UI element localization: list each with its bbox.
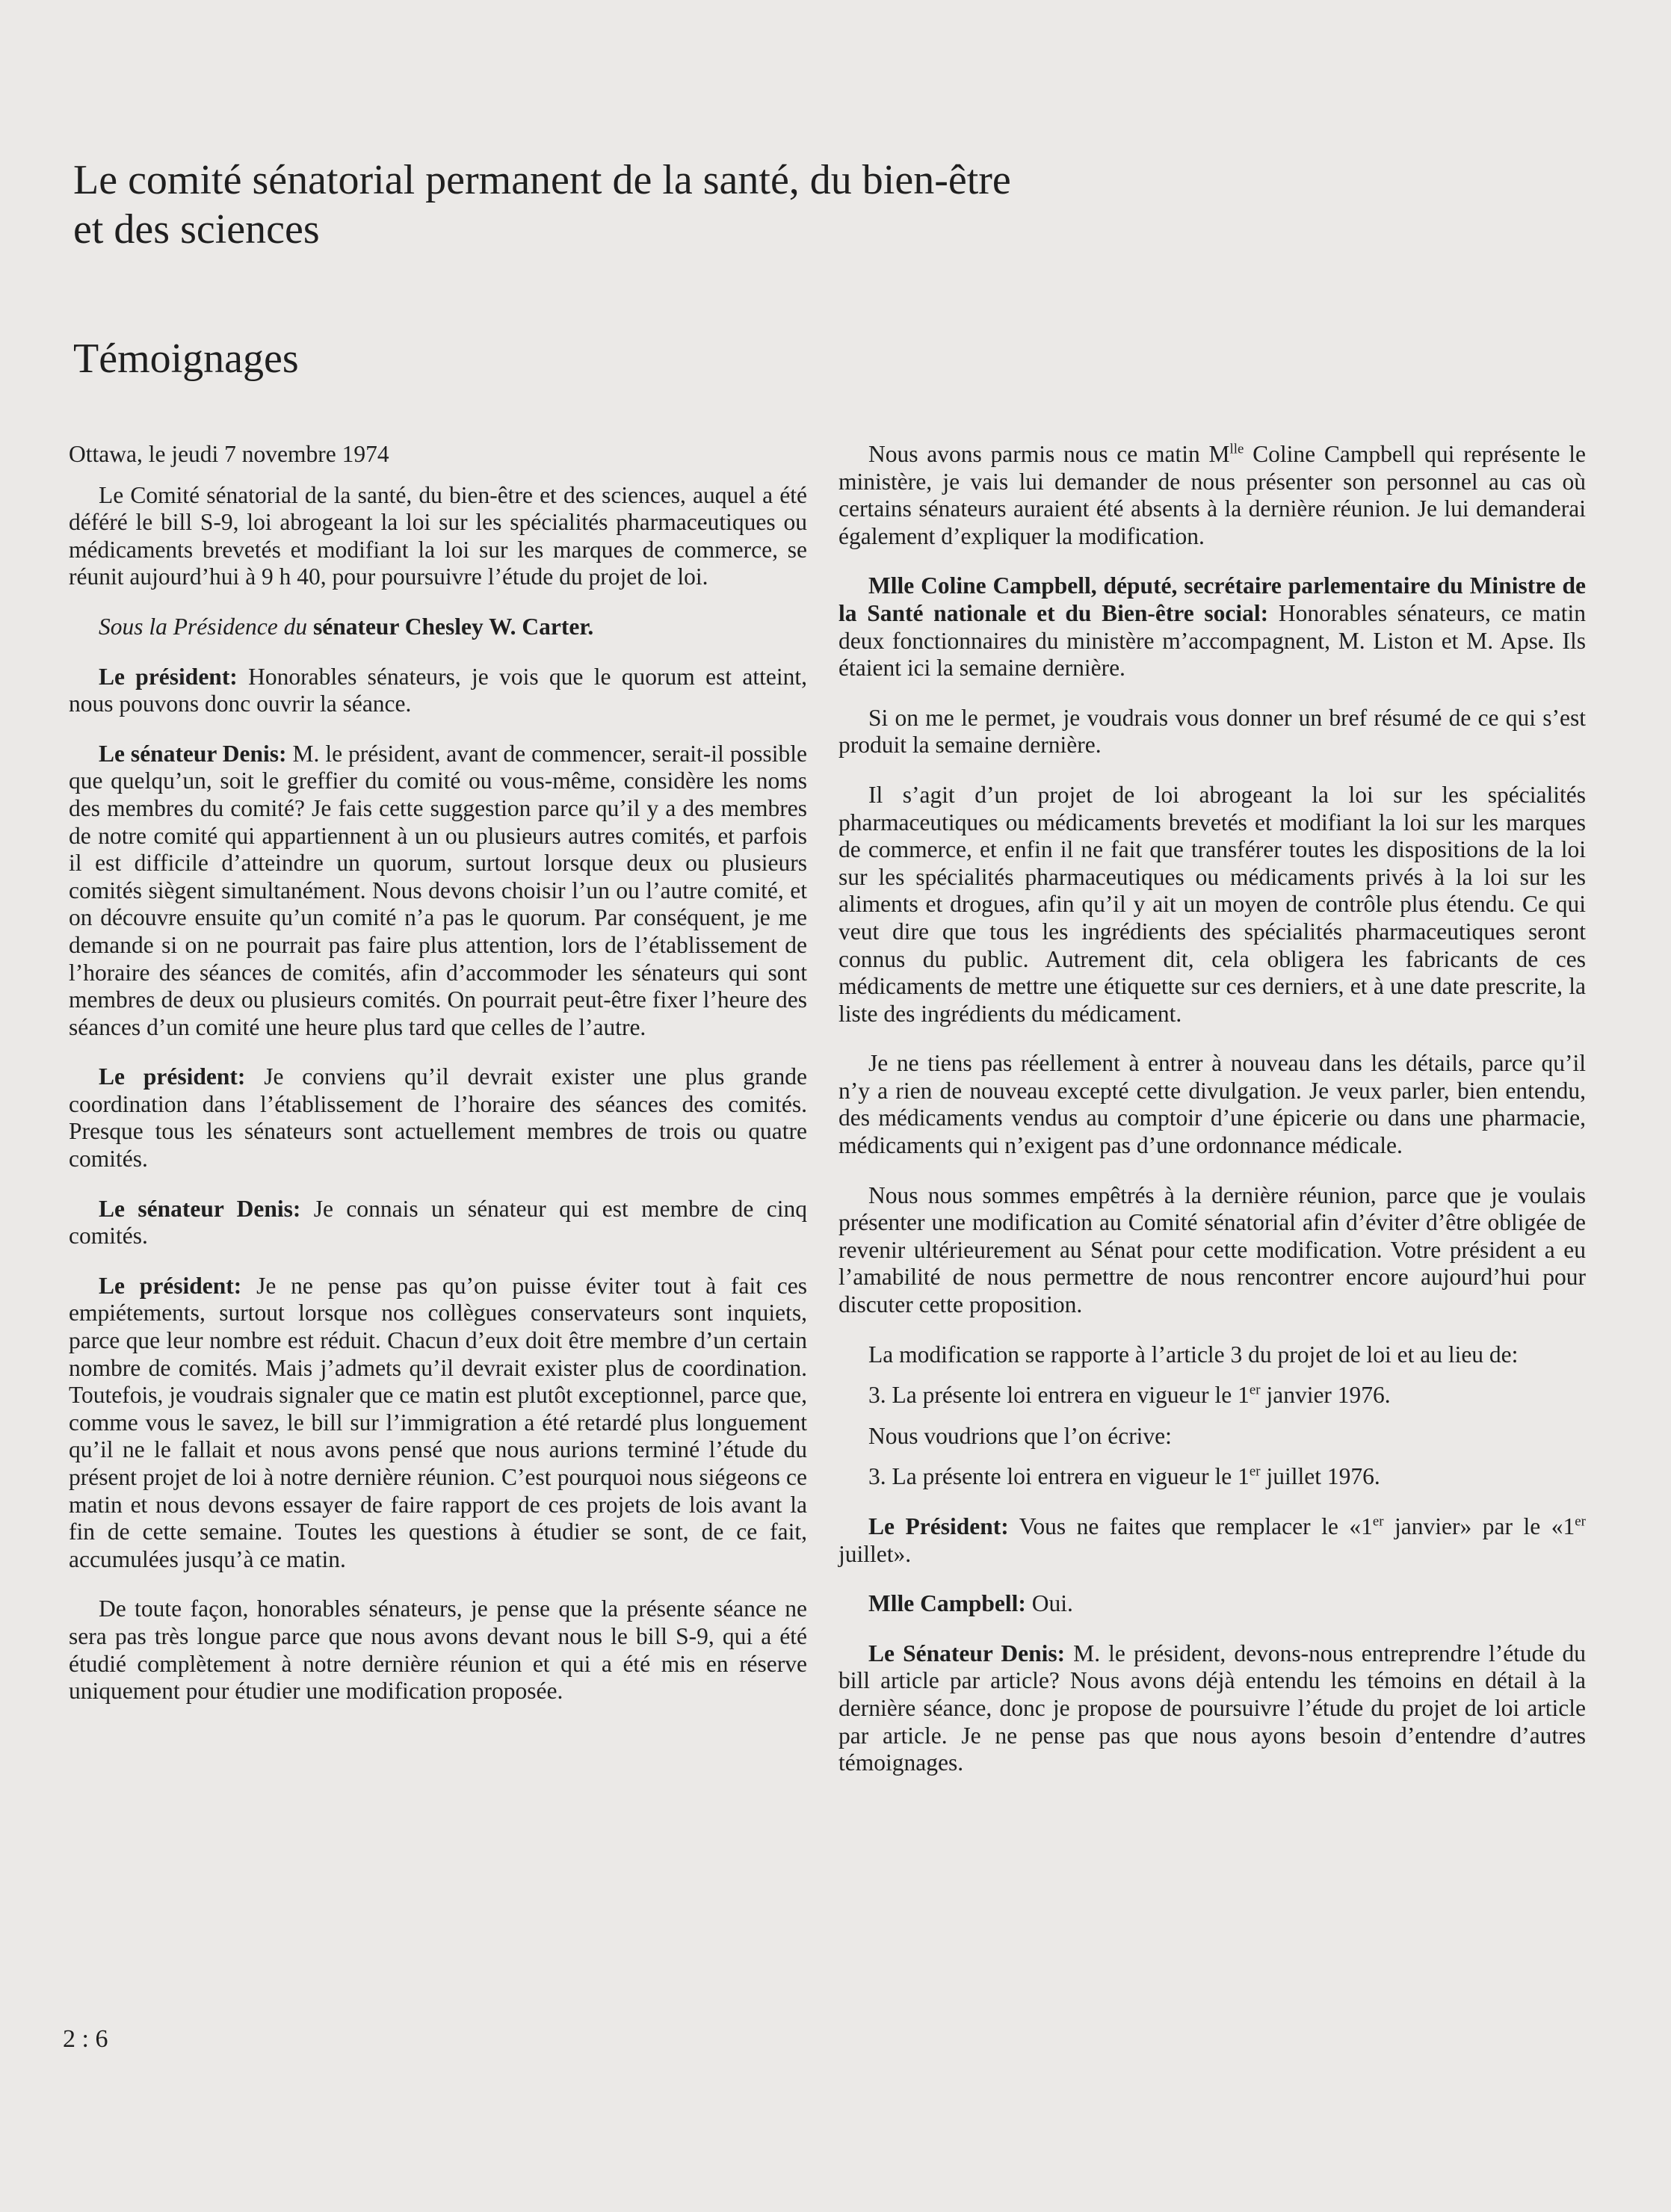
statement-text: Je connais un sénateur qui est membre de cinq comités. [69, 1195, 807, 1249]
statement-text: Oui. [1025, 1590, 1073, 1617]
statement-text: Honorables sénateurs, je vois que le quorum est atteint, nous pouvons donc ouvrir la séance. [69, 663, 808, 717]
text-run: janvier 1976. [1260, 1382, 1391, 1409]
text-run: Vous ne faites que remplacer le «1 [1008, 1513, 1373, 1539]
statement-campbell [838, 572, 1586, 682]
text-run: juillet». [838, 1540, 912, 1567]
text-run: janvier» par le «1 [1383, 1513, 1575, 1539]
superscript: er [1249, 1382, 1261, 1398]
paragraph-intro [838, 441, 1586, 550]
chair-name: sénateur Chesley W. Carter. [312, 613, 594, 640]
paragraph: Si on me le permet, je voudrais vous donner un bref résumé de ce qui s’est produit la semaine dernière. [838, 704, 1586, 759]
superscript: er [1575, 1513, 1586, 1530]
speaker-label: Le président: [99, 1272, 242, 1299]
right-column [838, 441, 1586, 1799]
chair-line [69, 614, 807, 641]
statement-4 [69, 1196, 807, 1250]
title-line-2: et des sciences [73, 206, 320, 253]
statement-president [838, 1513, 1586, 1568]
speaker-label: Le Sénateur Denis: [868, 1640, 1066, 1666]
paragraph: Nous nous sommes empêtrés à la dernière réunion, parce que je voulais présenter une modification au Comité sénatorial afin d’éviter d’être obligée de revenir ultérieurement au Sénat pour cette modification. Votre président a eu l’amabilité de nous permettre de nous rencontrer encore aujourd’hui pour discuter cette proposition. [838, 1181, 1586, 1318]
paragraph: Il s’agit d’un projet de loi abrogeant la loi sur les spécialités pharmaceutiques ou médicaments brevetés et modifiant la loi sur les marques de commerce, et enfin il ne fait que transférer toutes les dispositions de la loi sur les spécialités pharmaceutiques ou médicaments privés à la loi sur les aliments et drogues, afin qu’il y ait un moyen de contrôle plus étendu. Ce qui veut dire que tous les ingrédients des spécialités pharmaceutiques seront connus du public. Autrement dit, cela obligera les fabricants de ces médicaments de mettre une étiquette sur ces derniers, et à une date prescrite, la liste des ingrédients du médicament. [838, 781, 1586, 1027]
speaker-label: Le sénateur Denis: [99, 740, 287, 767]
text-run: Coline Campbell qui représente le ministère, je vais lui demander de nous présenter son personnel au cas où certains sénateurs auraient été absents à la dernière réunion. Je lui demanderai également d’expliquer la modification. [838, 441, 1586, 549]
amendment-original [838, 1382, 1586, 1409]
chair-intro: Sous la Présidence du [99, 613, 308, 640]
left-column [69, 441, 807, 1728]
statement-text: Je conviens qu’il devrait exister une plus grande coordination dans l’établissement de l’horaire des séances des comités. Presque tous les sénateurs sont actuellement membres de trois ou quatre comités. [69, 1063, 807, 1173]
section-heading: Témoignages [73, 336, 299, 382]
speaker-label: Le président: [99, 663, 238, 690]
speaker-label: Mlle Coline Campbell, député, secrétaire parlementaire du Ministre de la Santé nationale et du Bien-être social: [838, 572, 1586, 626]
speaker-label: Le président: [99, 1063, 246, 1090]
statement-1 [69, 664, 807, 718]
speaker-label: Le Président: [868, 1513, 1009, 1539]
statement-text: M. le président, avant de commencer, serait-il possible que quelqu’un, soit le greffier du comité ou vous-même, considère les noms des membres du comité? Je fais cette suggestion parce qu’il y a des membres de notre comité qui appartiennent à un ou plusieurs autres comités, et parfois il est difficile d’atteindre un quorum, surtout lorsque deux ou plusieurs comités siègent simultanément. Nous devons choisir l’un ou l’autre comité, et on découvre ensuite qu’un comité n’a pas le quorum. Par conséquent, je me demande si on ne pourrait pas faire plus attention, lors de l’établissement de l’horaire des séances de comités, afin d’accommoder les sénateurs qui sont membres de deux ou plusieurs comités. On pourrait peut-être fixer l’heure des séances d’un comité une heure plus tard que celles de l’autre. [69, 740, 807, 1040]
text-run: 3. La présente loi entrera en vigueur le 1 [868, 1463, 1250, 1490]
dateline: Ottawa, le jeudi 7 novembre 1974 [69, 441, 389, 467]
statement-campbell-reply [838, 1590, 1586, 1618]
paragraph: Nous voudrions que l’on écrive: [868, 1422, 1172, 1449]
title-line-1: Le comité sénatorial permanent de la santé, du bien-être [73, 157, 1011, 203]
statement-text: M. le président, devons-nous entreprendre l’étude du bill article par article? Nous avons déjà entendu les témoins en détail à la dernière séance, donc je propose de poursuivre l’étude du projet de loi article par article. Je ne pense pas que nous ayons besoin d’entendre d’autres témoignages. [838, 1640, 1586, 1776]
statement-denis [838, 1640, 1586, 1777]
text-run: 3. La présente loi entrera en vigueur le 1 [868, 1382, 1250, 1409]
statement-text: Je ne pense pas qu’on puisse éviter tout à fait ces empiétements, surtout lorsque nos collègues conservateurs sont inquiets, parce que leur nombre est réduit. Chacun d’eux doit être membre d’un certain nombre de comités. Mais j’admets qu’il devrait exister plus de coordination. Toutefois, je voudrais signaler que ce matin est plutôt exceptionnel, parce que, comme vous le savez, le bill sur l’immigration a été retardé plus longuement qu’il ne le fallait et nous avons pensé que nous aurions terminé l’étude du présent projet de loi à notre dernière réunion. C’est pourquoi nous siégeons ce matin et nous devons essayer de faire rapport de ces projets de lois avant la fin de cette semaine. Toutes les questions à étudier se sont, de ce fait, accumulées jusqu’à ce matin. [69, 1272, 807, 1572]
statement-3 [69, 1063, 807, 1173]
amendment-new [838, 1463, 1586, 1491]
superscript: er [1249, 1463, 1261, 1480]
text-run: juillet 1976. [1260, 1463, 1380, 1490]
statement-2 [69, 741, 807, 1042]
closing-paragraph: De toute façon, honorables sénateurs, je pense que la présente séance ne sera pas très longue parce que nous avons devant nous le bill S-9, qui a été étudié complètement à notre dernière réunion et qui a été mis en réserve uniquement pour étudier une modification proposée. [69, 1595, 807, 1705]
paragraph: Je ne tiens pas réellement à entrer à nouveau dans les détails, parce qu’il n’y a rien de nouveau excepté cette divulgation. Je veux parler, bien entendu, des médicaments vendus au comptoir d’une épicerie ou dans une pharmacie, médicaments qui n’exigent pas d’une ordonnance médicale. [838, 1050, 1586, 1159]
page-title [73, 155, 1344, 254]
superscript: er [1372, 1513, 1384, 1530]
superscript: lle [1229, 441, 1244, 457]
speaker-label: Le sénateur Denis: [99, 1195, 301, 1222]
text-run: Nous avons parmis nous ce matin M [868, 441, 1230, 467]
statement-text: Honorables sénateurs, ce matin deux fonctionnaires du ministère m’accompagnent, M. Liston et M. Apse. Ils étaient ici la semaine dernière. [838, 599, 1586, 682]
page-number: 2 : 6 [63, 2025, 108, 2053]
speaker-label: Mlle Campbell: [868, 1590, 1026, 1617]
statement-5 [69, 1273, 807, 1574]
opening-paragraph: Le Comité sénatorial de la santé, du bien-être et des sciences, auquel a été déféré le bill S-9, loi abrogeant la loi sur les spécialités pharmaceutiques ou médicaments brevetés et modifiant la loi sur les marques de commerce, se réunit aujourd’hui à 9 h 40, pour poursuivre l’étude du projet de loi. [69, 481, 807, 590]
paragraph: La modification se rapporte à l’article 3 du projet de loi et au lieu de: [868, 1341, 1519, 1368]
